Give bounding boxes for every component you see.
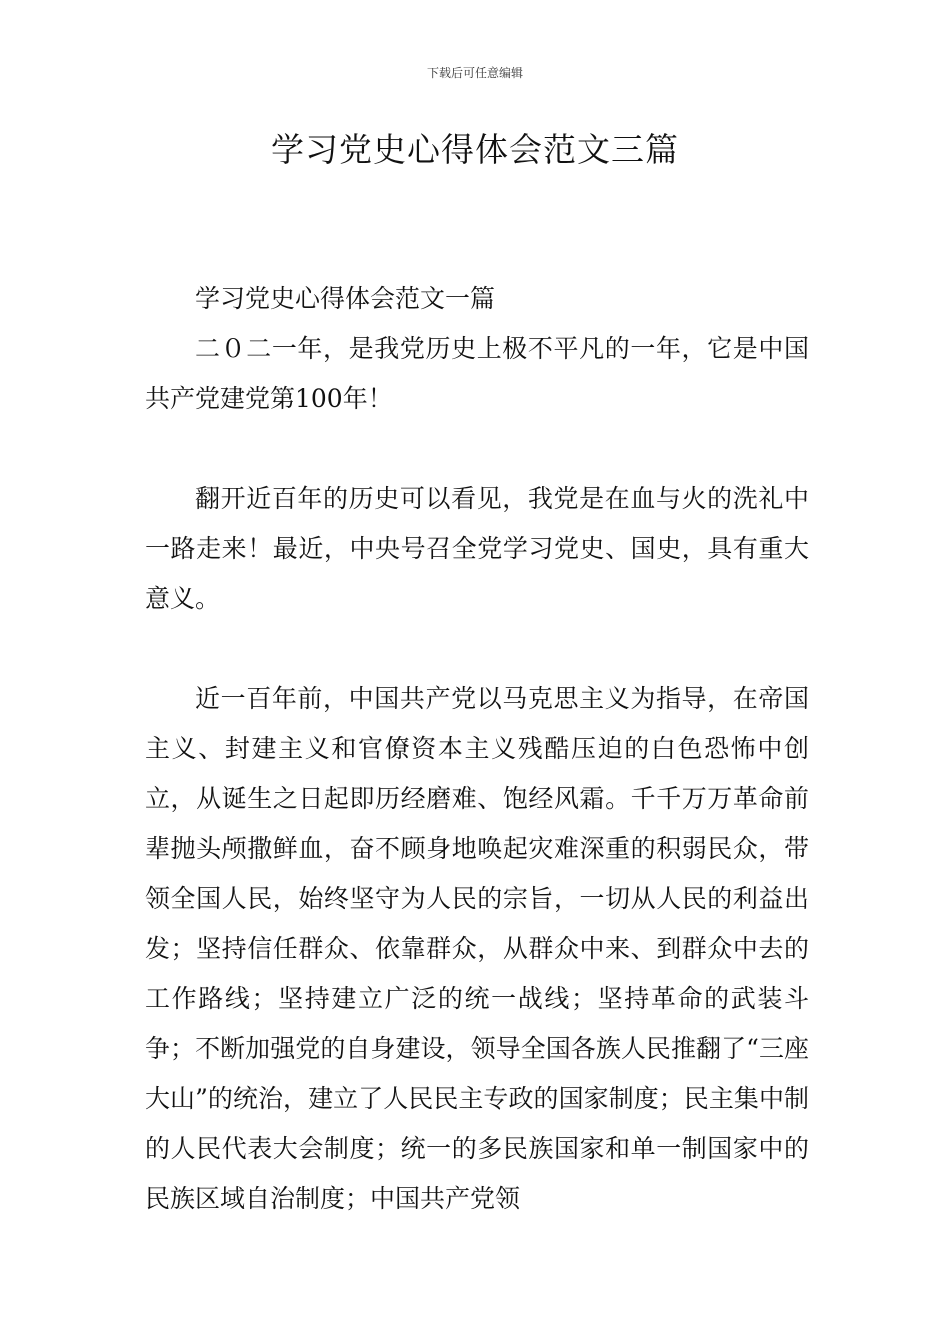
paragraph-2: 翻开近百年的历史可以看见，我党是在血与火的洗礼中一路走来！最近，中央号召全党学习党史、国史，具有重大意义。 [145,484,809,613]
paragraph-1: 二０二一年，是我党历史上极不平凡的一年，它是中国共产党建党第100年！ [145,334,809,413]
document-body [145,274,809,1224]
paragraph-3: 近一百年前，中国共产党以马克思主义为指导，在帝国主义、封建主义和官僚资本主义残酷压迫的白色恐怖中创立，从诞生之日起即历经磨难、饱经风霜。千千万万革命前辈抛头颅撒鲜血，奋不顾身地唤起灾难深重的积弱民众，带领全国人民，始终坚守为人民的宗旨，一切从人民的利益出发；坚持信任群众、依靠群众，从群众中来、到群众中去的工作路线；坚持建立广泛的统一战线；坚持革命的武装斗争；不断加强党的自身建设，领导全国各族人民推翻了“三座大山”的统治，建立了人民民主专政的国家制度；民主集中制的人民代表大会制度；统一的多民族国家和单一制国家中的民族区域自治制度；中国共产党领 [145,684,809,1213]
section-heading: 学习党史心得体会范文一篇 [195,284,496,313]
header-note: 下载后可任意编辑 [426,66,523,80]
document-title: 学习党史心得体会范文三篇 [271,130,679,169]
